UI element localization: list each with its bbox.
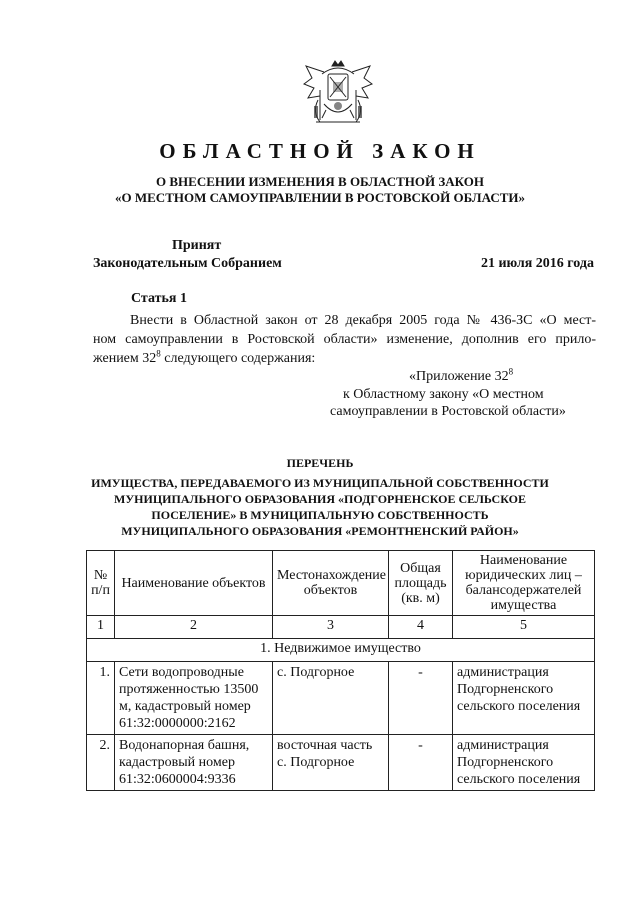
column-header-location: Местонахождение объектов: [273, 551, 389, 616]
row-number: 1.: [87, 662, 115, 735]
property-table: [86, 550, 595, 791]
law-title: ОБЛАСТНОЙ ЗАКОН: [159, 139, 481, 163]
column-number: 5: [453, 616, 595, 639]
coat-of-arms-emblem: [302, 60, 374, 126]
list-title-line-4: МУНИЦИПАЛЬНОГО ОБРАЗОВАНИЯ «РЕМОНТНЕНСКИЙ РАЙОН»: [121, 524, 519, 538]
list-heading: ПЕРЕЧЕНЬ: [286, 456, 354, 470]
table-row: [87, 735, 595, 791]
adoption-date: 21 июля 2016 года: [480, 256, 594, 271]
adopted-label: Принят: [172, 238, 222, 253]
list-title-line-1: ИМУЩЕСТВА, ПЕРЕДАВАЕМОГО ИЗ МУНИЦИПАЛЬНОЙ СОБСТВЕННОСТИ: [91, 476, 549, 490]
section-row: [87, 639, 595, 662]
law-subtitle-line-1: О ВНЕСЕНИИ ИЗМЕНЕНИЯ В ОБЛАСТНОЙ ЗАКОН: [156, 174, 484, 189]
table-row: [87, 662, 595, 735]
list-title-line-3: ПОСЕЛЕНИЕ» В МУНИЦИПАЛЬНУЮ СОБСТВЕННОСТЬ: [151, 508, 489, 522]
article-text-line-1: Внести в Областной закон от 28 декабря 2005 года № 436-ЗС «О мест-: [130, 313, 596, 328]
appendix-title: «Приложение $32^8$: [409, 366, 514, 384]
article-text-line-2: ном самоуправлении в Ростовской области» изменение, дополнив его прило-: [93, 332, 596, 347]
column-number: 4: [389, 616, 453, 639]
column-header-number: № п/п: [87, 551, 115, 616]
section-title: 1. Недвижимое имущество: [87, 639, 595, 662]
column-header-name: Наименование объектов: [115, 551, 273, 616]
object-area: -: [389, 735, 453, 791]
law-subtitle-line-2: «О МЕСТНОМ САМОУПРАВЛЕНИИ В РОСТОВСКОЙ ОБЛАСТИ»: [115, 190, 525, 205]
balance-holder: администрация Подгорненского сельского поселения: [453, 735, 595, 791]
article-heading: Статья 1: [131, 291, 187, 306]
object-area: -: [389, 662, 453, 735]
column-numbers-row: [87, 616, 595, 639]
object-name: Водонапорная башня, кадастровый номер 61:32:0600004:9336: [115, 735, 273, 791]
column-header-holder: Наименование юридических лиц – балансодержателей имущества: [453, 551, 595, 616]
adopted-by: Законодательным Собранием: [93, 256, 282, 271]
column-number: 1: [87, 616, 115, 639]
appendix-ref-line-1: к Областному закону «О местном: [343, 387, 544, 402]
article-text-line-3: жением $32^8$ следующего содержания:: [93, 348, 316, 366]
column-number: 2: [115, 616, 273, 639]
column-number: 3: [273, 616, 389, 639]
table-header-row: [87, 551, 595, 616]
list-title-line-2: МУНИЦИПАЛЬНОГО ОБРАЗОВАНИЯ «ПОДГОРНЕНСКОЕ СЕЛЬСКОЕ: [114, 492, 526, 506]
appendix-ref-line-2: самоуправлении в Ростовской области»: [330, 404, 566, 419]
object-location: с. Подгорное: [273, 662, 389, 735]
column-header-area: Общая площадь (кв. м): [389, 551, 453, 616]
object-name: Сети водопроводные протяженностью 13500 м, кадастровый номер 61:32:0000000:2162: [115, 662, 273, 735]
row-number: 2.: [87, 735, 115, 791]
object-location: восточная часть с. Подгорное: [273, 735, 389, 791]
balance-holder: администрация Подгорненского сельского поселения: [453, 662, 595, 735]
